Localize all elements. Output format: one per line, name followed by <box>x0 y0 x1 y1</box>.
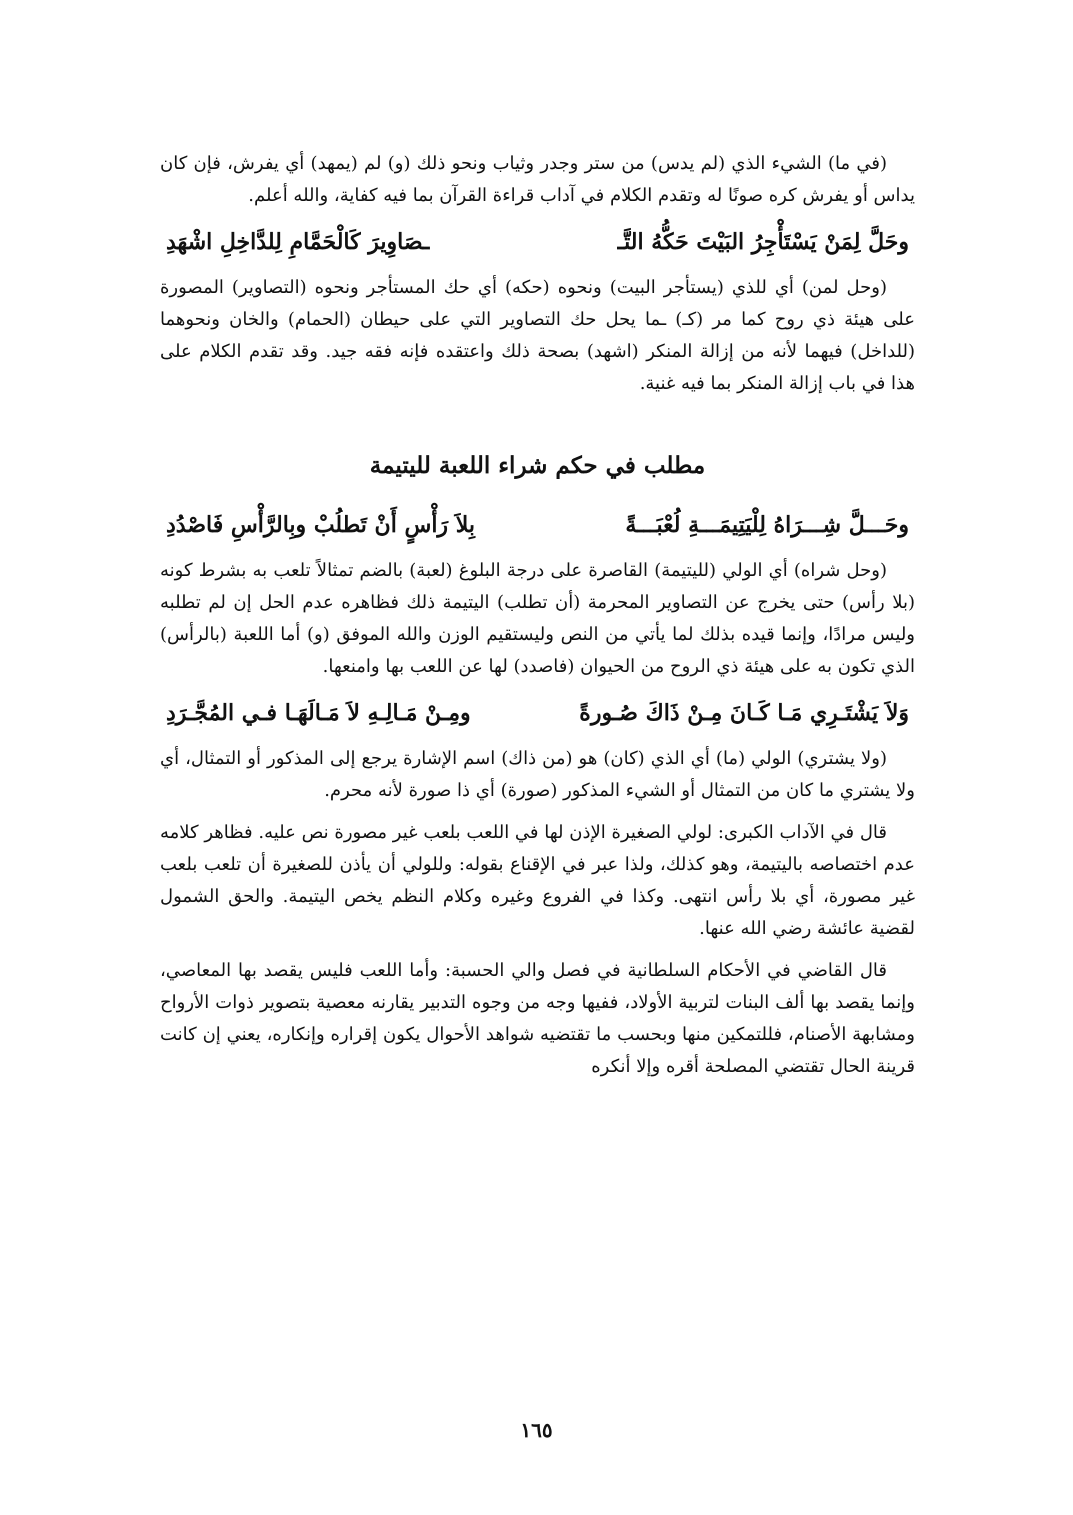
paragraph-1: (في ما) الشيء الذي (لم يدس) من ستر وجدر وثياب ونحو ذلك (و) لم (يمهد) أي يفرش، فإن كان يداس أو يفرش كره صونًا له وتقدم الكلام في آداب قراءة القرآن بما فيه كفاية، والله أعلم. <box>160 153 915 206</box>
verse-1 <box>160 222 915 262</box>
verse-2 <box>160 505 915 545</box>
page-number: ١٦٥ <box>520 1418 553 1442</box>
verse-2-first-hemistich: وحَـــلَّ شِـــرَاهُ لِلْيَتِيمَـــةِ لُعْبَـــةً <box>625 512 909 538</box>
section-heading: مطلب في حكم شراء اللعبة لليتيمة <box>369 452 706 479</box>
paragraph-3: (وحل شراه) أي الولي (لليتيمة) القاصرة على درجة البلوغ (لعبة) بالضم تمثالاً تلعب به بشرط كونه (بلا رأس) حتى يخرج عن التصاوير المحرمة (أن تطلب) اليتيمة ذلك فظاهره عدم الحل إن لم تطلبه وليس مرادًا، وإنما قيده بذلك لما يأتي من النص وليستقيم الوزن والله الموفق (و) أما اللعبة (بالرأس) الذي تكون به على هيئة ذي الروح من الحيوان (فاصدد) لها عن اللعب بها وامنعها. <box>160 560 915 677</box>
page-body <box>160 148 915 1093</box>
paragraph-4: (ولا يشتري) الولي (ما) أي الذي (كان) هو (من ذاك) اسم الإشارة يرجع إلى المذكور أو التمثال، أي ولا يشتري ما كان من التمثال أو الشيء المذكور (صورة) أي ذا صورة لأنه محرم. <box>160 748 915 801</box>
verse-1-first-hemistich: وحَلَّ لِمَنْ يَسْتَأْجِرُ البَيْتَ حَكُّهُ التَّـ <box>617 229 909 255</box>
paragraph-6: قال القاضي في الأحكام السلطانية في فصل والي الحسبة: وأما اللعب فليس يقصد بها المعاصي، وإنما يقصد بها ألف البنات لتربية الأولاد، ففيها وجه من وجوه التدبير يقارنه معصية بتصوير ذوات الأرواح ومشابهة الأصنام، فللتمكين منها وبحسب ما تقتضيه شواهد الأحوال يكون إقراره وإنكاره، يعني إن كانت قرينة الحال تقتضي المصلحة أقره وإلا أنكره <box>160 960 915 1077</box>
verse-3-first-hemistich: وَلاَ يَشْتَـرِي مَـا كَـانَ مِـنْ ذَاكَ صُـورةً <box>579 700 909 726</box>
verse-3-second-hemistich: ومِـنْ مَـالِـهِ لاَ مَـالَهَـا فـي المُجَّـرَدِ <box>166 700 471 726</box>
verse-1-second-hemistich: ـصَاوِيرَ كَالْحَمَّامِ لِلدَّاخِلِ اشْهَدِ <box>166 229 430 255</box>
paragraph-2: (وحل لمن) أي للذي (يستأجر البيت) ونحوه (حكه) أي حك المستأجر ونحوه (التصاوير) المصورة على هيئة ذي روح كما مر (كـ) ـما يحل حك التصاوير التي على حيطان (الحمام) والخان ونحوهما (للداخل) فيهما لأنه من إزالة المنكر (اشهد) بصحة ذلك واعتقده فإنه فقه جيد. وقد تقدم الكلام على هذا في باب إزالة المنكر بما فيه غنية. <box>160 277 915 394</box>
verse-3 <box>160 693 915 733</box>
paragraph-5: قال في الآداب الكبرى: لولي الصغيرة الإذن لها في اللعب بلعب غير مصورة نص عليه. فظاهر كلامه عدم اختصاصه باليتيمة، وهو كذلك، ولذا عبر في الإقناع بقوله: وللولي أن يأذن للصغيرة أن تلعب بلعب غير مصورة، أي بلا رأس انتهى. وكذا في الفروع وغيره وكلام النظم يخص اليتيمة. والحق الشمول لقضية عائشة رضي الله عنها. <box>160 822 915 939</box>
verse-2-second-hemistich: بِلاَ رَأْسٍ أَنْ تَطلُبْ وبِالرَّأْسِ فَاصْدُدِ <box>166 512 475 538</box>
